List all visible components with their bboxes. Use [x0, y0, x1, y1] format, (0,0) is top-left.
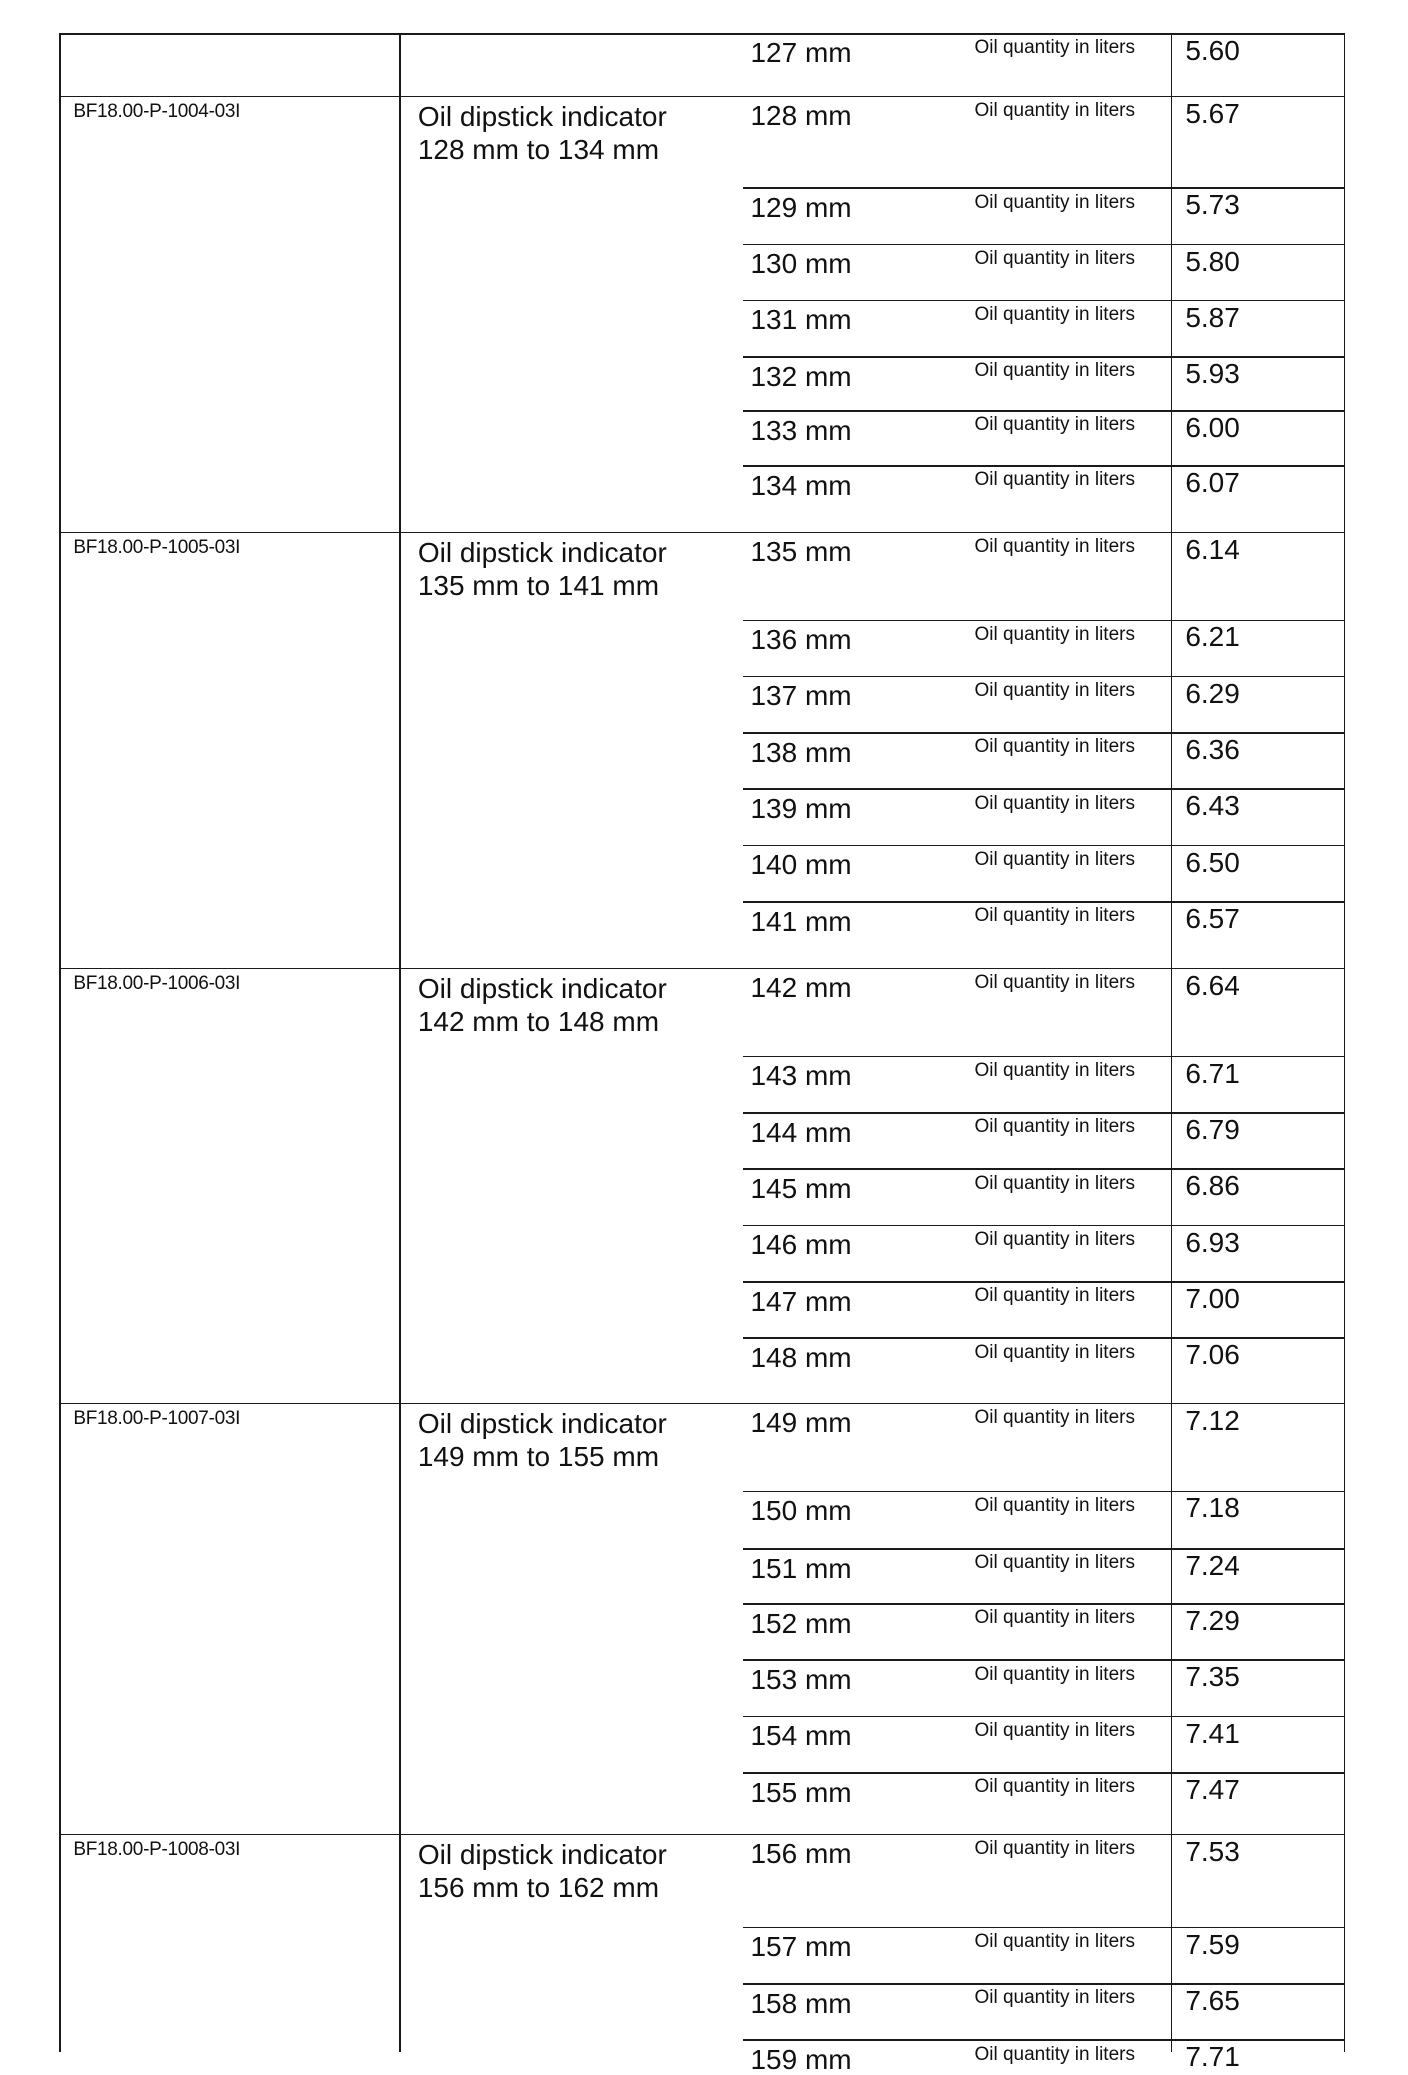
quantity-label: Oil quantity in liters	[974, 469, 1135, 491]
quantity-label: Oil quantity in liters	[974, 1407, 1135, 1428]
dipstick-reading: 153 mm	[750, 1664, 852, 1696]
dipstick-reading: 141 mm	[750, 905, 852, 937]
dipstick-reading: 158 mm	[750, 1987, 852, 2019]
dipstick-reading: 140 mm	[750, 849, 852, 881]
part-code: BF18.00-P-1008-03I	[73, 1839, 241, 1861]
quantity-label: Oil quantity in liters	[974, 849, 1135, 871]
dipstick-reading: 151 mm	[750, 1552, 852, 1584]
dipstick-reading: 134 mm	[750, 469, 852, 501]
oil-liters-value: 7.12	[1185, 1404, 1240, 1436]
dipstick-reading: 159 mm	[750, 2043, 852, 2075]
oil-liters-value: 7.71	[1185, 2041, 1240, 2073]
row-separator	[743, 300, 1344, 302]
dipstick-reading: 144 mm	[750, 1116, 852, 1148]
row-separator	[743, 1491, 1344, 1493]
oil-liters-value: 6.57	[1185, 903, 1240, 935]
dipstick-reading: 135 mm	[750, 536, 852, 568]
dipstick-reading: 150 mm	[750, 1495, 852, 1527]
quantity-label: Oil quantity in liters	[974, 1341, 1135, 1363]
dipstick-reading: 128 mm	[750, 100, 852, 132]
quantity-label: Oil quantity in liters	[974, 905, 1135, 927]
quantity-label: Oil quantity in liters	[974, 414, 1135, 436]
quantity-label: Oil quantity in liters	[974, 304, 1135, 326]
oil-liters-value: 6.00	[1185, 411, 1240, 443]
column-divider-value	[1171, 33, 1172, 2053]
column-divider-description	[399, 33, 400, 2053]
oil-liters-value: 5.60	[1185, 34, 1240, 66]
group-separator	[59, 1403, 1344, 1405]
oil-liters-value: 6.43	[1185, 790, 1240, 822]
row-separator	[743, 187, 1344, 189]
row-separator	[743, 1983, 1344, 1985]
quantity-label: Oil quantity in liters	[974, 2043, 1135, 2065]
row-separator	[743, 244, 1344, 246]
oil-liters-value: 6.79	[1185, 1113, 1240, 1145]
oil-liters-value: 5.67	[1185, 97, 1240, 129]
dipstick-reading: 157 mm	[750, 1931, 852, 1963]
quantity-label: Oil quantity in liters	[974, 792, 1135, 814]
row-separator	[743, 410, 1344, 412]
quantity-label: Oil quantity in liters	[974, 736, 1135, 758]
group-separator	[59, 96, 1344, 98]
row-separator	[743, 1056, 1344, 1058]
oil-liters-value: 5.93	[1185, 358, 1240, 390]
dipstick-range-description: Oil dipstick indicator 142 mm to 148 mm	[417, 972, 667, 1037]
row-separator	[743, 1772, 1344, 1774]
quantity-label: Oil quantity in liters	[974, 1116, 1135, 1138]
row-separator	[743, 620, 1344, 622]
oil-liters-value: 6.71	[1185, 1057, 1240, 1089]
quantity-label: Oil quantity in liters	[974, 680, 1135, 702]
dipstick-reading: 133 mm	[750, 414, 852, 446]
dipstick-reading: 156 mm	[750, 1838, 852, 1870]
oil-liters-value: 7.59	[1185, 1928, 1240, 1960]
row-separator	[743, 676, 1344, 678]
oil-liters-value: 7.24	[1185, 1550, 1240, 1582]
dipstick-reading: 139 mm	[750, 793, 852, 825]
quantity-label: Oil quantity in liters	[974, 247, 1135, 269]
oil-liters-value: 7.00	[1185, 1282, 1240, 1314]
row-separator	[743, 1716, 1344, 1718]
oil-liters-value: 6.29	[1185, 677, 1240, 709]
oil-liters-value: 7.18	[1185, 1492, 1240, 1524]
part-code: BF18.00-P-1006-03I	[73, 973, 241, 995]
quantity-label: Oil quantity in liters	[974, 623, 1135, 645]
dipstick-reading: 138 mm	[750, 736, 852, 768]
dipstick-range-description: Oil dipstick indicator 128 mm to 134 mm	[417, 100, 667, 165]
dipstick-reading: 127 mm	[750, 37, 852, 69]
quantity-label: Oil quantity in liters	[974, 99, 1135, 121]
group-separator	[59, 532, 1344, 534]
table-left-border	[59, 33, 61, 2053]
quantity-label: Oil quantity in liters	[974, 1663, 1135, 1685]
dipstick-reading: 155 mm	[750, 1776, 852, 1808]
table-top-border	[59, 33, 1344, 35]
dipstick-reading: 132 mm	[750, 360, 852, 392]
quantity-label: Oil quantity in liters	[974, 1059, 1135, 1081]
oil-liters-value: 6.50	[1185, 846, 1240, 878]
oil-liters-value: 7.53	[1185, 1835, 1240, 1867]
group-separator	[59, 968, 1344, 970]
quantity-label: Oil quantity in liters	[974, 360, 1135, 382]
dipstick-reading: 147 mm	[750, 1285, 852, 1317]
quantity-label: Oil quantity in liters	[974, 1607, 1135, 1629]
oil-liters-value: 6.14	[1185, 533, 1240, 565]
dipstick-reading: 129 mm	[750, 191, 852, 223]
quantity-label: Oil quantity in liters	[974, 1776, 1135, 1798]
dipstick-reading: 143 mm	[750, 1060, 852, 1092]
row-separator	[743, 732, 1344, 734]
row-separator	[743, 1603, 1344, 1605]
table-right-border	[1344, 33, 1346, 2053]
dipstick-reading: 152 mm	[750, 1607, 852, 1639]
oil-liters-value: 6.36	[1185, 734, 1240, 766]
quantity-label: Oil quantity in liters	[974, 972, 1135, 994]
oil-liters-value: 7.41	[1185, 1717, 1240, 1749]
quantity-label: Oil quantity in liters	[974, 1720, 1135, 1742]
row-separator	[743, 1927, 1344, 1929]
dipstick-reading: 130 mm	[750, 248, 852, 280]
quantity-label: Oil quantity in liters	[974, 36, 1135, 58]
oil-liters-value: 7.47	[1185, 1774, 1240, 1806]
oil-liters-value: 7.65	[1185, 1984, 1240, 2016]
dipstick-reading: 142 mm	[750, 972, 852, 1004]
oil-liters-value: 6.21	[1185, 621, 1240, 653]
quantity-label: Oil quantity in liters	[974, 1228, 1135, 1250]
quantity-label: Oil quantity in liters	[974, 1285, 1135, 1307]
row-separator	[743, 465, 1344, 467]
oil-liters-value: 6.07	[1185, 466, 1240, 498]
part-code: BF18.00-P-1007-03I	[73, 1408, 241, 1430]
dipstick-reading: 136 mm	[750, 624, 852, 656]
row-separator	[743, 1659, 1344, 1661]
row-separator	[743, 1225, 1344, 1227]
quantity-label: Oil quantity in liters	[974, 1552, 1135, 1574]
dipstick-reading: 146 mm	[750, 1229, 852, 1261]
oil-liters-value: 6.86	[1185, 1170, 1240, 1202]
row-separator	[743, 845, 1344, 847]
part-code: BF18.00-P-1004-03I	[73, 101, 241, 123]
oil-liters-value: 7.35	[1185, 1661, 1240, 1693]
dipstick-range-description: Oil dipstick indicator 156 mm to 162 mm	[417, 1838, 667, 1903]
oil-liters-value: 6.64	[1185, 969, 1240, 1001]
row-separator	[743, 356, 1344, 358]
row-separator	[743, 1548, 1344, 1550]
row-separator	[743, 1281, 1344, 1283]
oil-liters-value: 6.93	[1185, 1226, 1240, 1258]
quantity-label: Oil quantity in liters	[974, 1987, 1135, 2009]
quantity-label: Oil quantity in liters	[974, 1837, 1135, 1859]
quantity-label: Oil quantity in liters	[974, 191, 1135, 213]
part-code: BF18.00-P-1005-03I	[73, 537, 241, 559]
dipstick-reading: 131 mm	[750, 304, 852, 336]
quantity-label: Oil quantity in liters	[974, 1172, 1135, 1194]
dipstick-reading: 148 mm	[750, 1341, 852, 1373]
dipstick-reading: 137 mm	[750, 680, 852, 712]
dipstick-reading: 154 mm	[750, 1720, 852, 1752]
row-separator	[743, 901, 1344, 903]
row-separator	[743, 1168, 1344, 1170]
dipstick-reading: 145 mm	[750, 1172, 852, 1204]
dipstick-reading: 149 mm	[750, 1407, 852, 1439]
dipstick-range-description: Oil dipstick indicator 149 mm to 155 mm	[417, 1407, 667, 1472]
quantity-label: Oil quantity in liters	[974, 1494, 1135, 1516]
oil-liters-value: 7.06	[1185, 1339, 1240, 1371]
quantity-label: Oil quantity in liters	[974, 1930, 1135, 1952]
row-separator	[743, 2039, 1344, 2041]
oil-liters-value: 5.80	[1185, 245, 1240, 277]
oil-liters-value: 5.87	[1185, 301, 1240, 333]
row-separator	[743, 1112, 1344, 1114]
oil-liters-value: 5.73	[1185, 189, 1240, 221]
quantity-label: Oil quantity in liters	[974, 536, 1135, 557]
dipstick-range-description: Oil dipstick indicator 135 mm to 141 mm	[417, 536, 667, 601]
group-separator	[59, 1834, 1344, 1836]
row-separator	[743, 788, 1344, 790]
oil-liters-value: 7.29	[1185, 1605, 1240, 1637]
row-separator	[743, 1337, 1344, 1339]
